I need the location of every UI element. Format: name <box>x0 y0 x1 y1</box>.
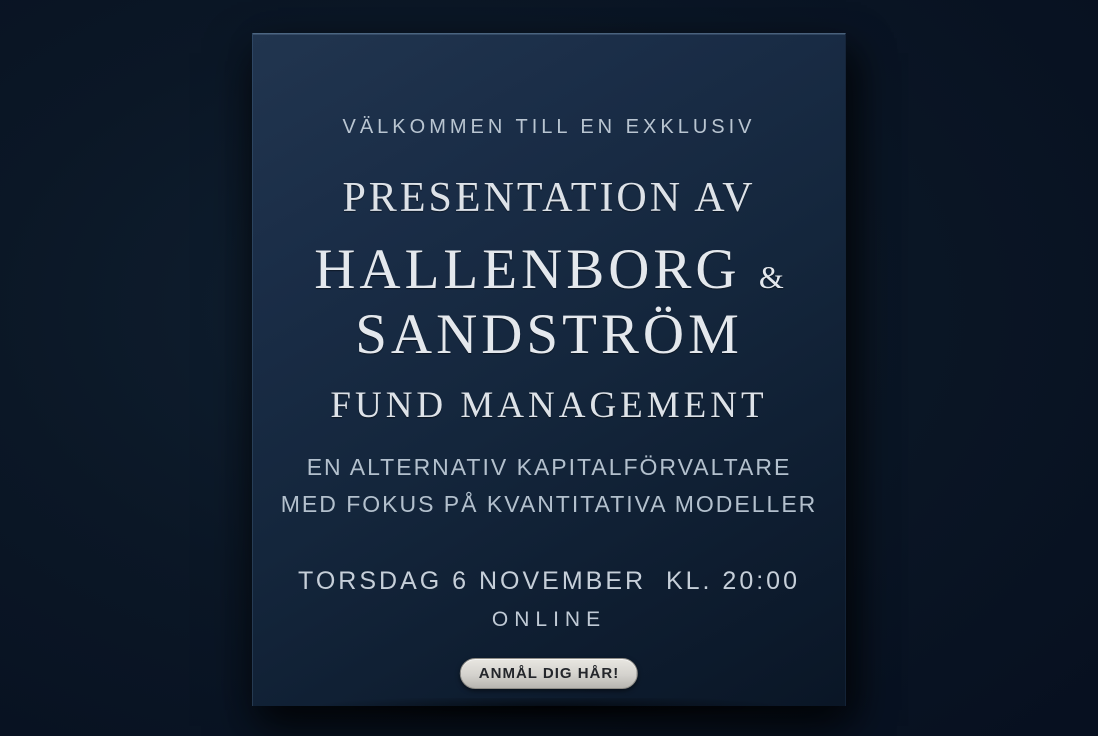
title-fund-management: FUND MANAGEMENT <box>330 385 768 426</box>
signup-button[interactable]: ANMÅL DIG HÅR! <box>460 658 638 689</box>
ampersand-text: & <box>758 259 784 295</box>
kicker-text: VÄLKOMMEN TILL EN EXKLUSIV <box>342 116 756 138</box>
event-location: ONLINE <box>491 608 607 631</box>
brand-name-sandstrom: SANDSTRÖM <box>355 303 743 366</box>
brand-name-line1 <box>253 237 845 302</box>
event-date-time: TORSDAG 6 NOVEMBER KL. 20:00 <box>298 567 800 595</box>
subtitle-line1: EN ALTERNATIV KAPITALFÖRVALTARE <box>306 454 792 480</box>
invitation-card <box>252 33 846 706</box>
brand-name-hallenborg: HALLENBORG <box>314 238 741 301</box>
subtitle-line2: MED FOKUS PÅ KVANTITATIVA MODELLER <box>280 491 818 517</box>
title-presentation-av: PRESENTATION AV <box>342 175 756 221</box>
